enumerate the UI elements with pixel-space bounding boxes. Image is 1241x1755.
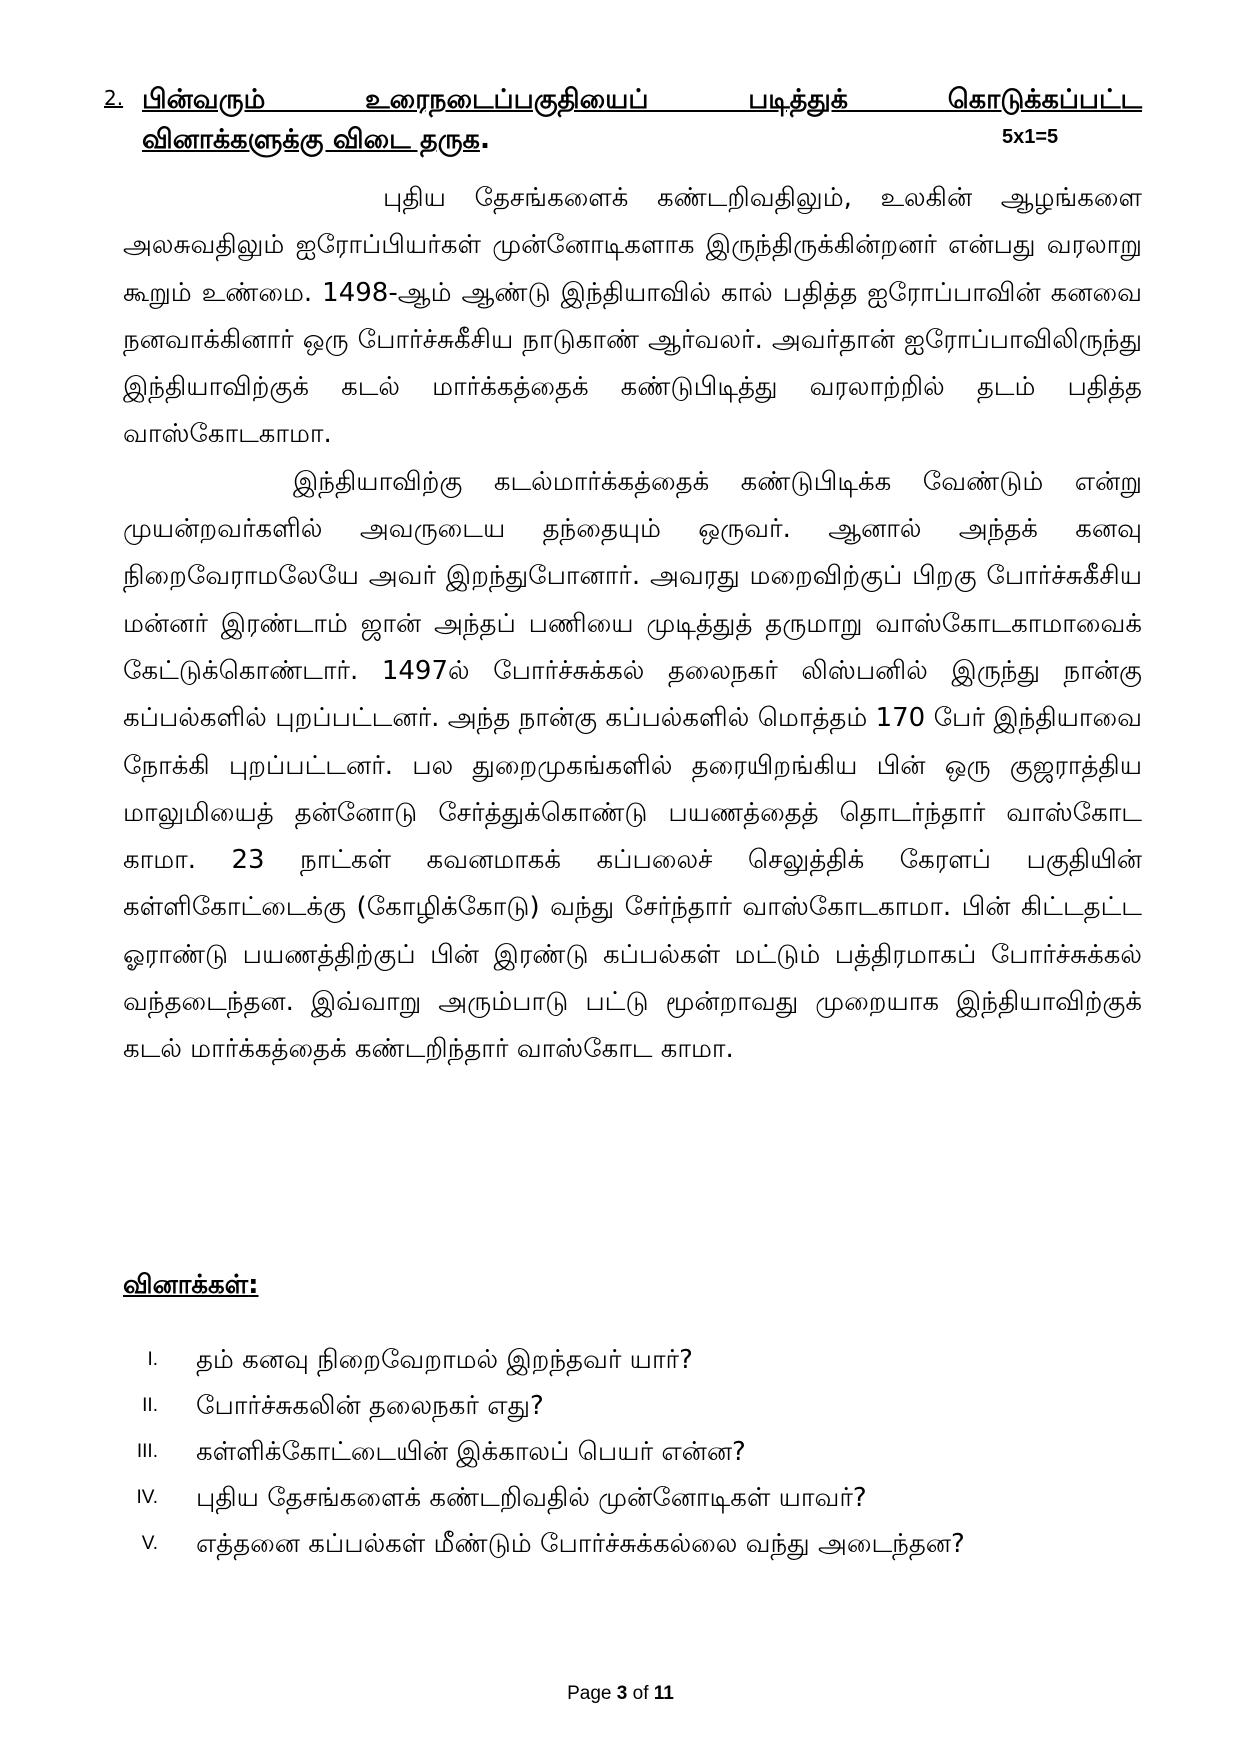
question-heading-period: . — [479, 124, 491, 155]
question-numeral: IV. — [136, 1487, 158, 1508]
question-text: தம் கனவு நிறைவேறாமல் இறந்தவர் யார்? — [196, 1345, 693, 1375]
question-heading — [142, 80, 1142, 160]
question-numeral: III. — [136, 1441, 158, 1462]
question-item — [0, 1432, 1241, 1478]
question-number: 2. — [104, 86, 124, 110]
passage-paragraph-1: புதிய தேசங்களைக் கண்டறிவதிலும், உலகின் ஆழங்களை அலசுவதிலும் ஐரோப்பியர்கள் முன்னோடிகளாக இருந்திருக்கின்றனர் என்பது வரலாறு கூறும் உண்மை. 1498-ஆம் ஆண்டு இந்தியாவில் கால் பதித்த ஐரோப்பாவின் கனவை நனவாக்கினார் ஒரு போர்ச்சுகீசிய நாடுகாண் ஆர்வலர். அவர்தான் ஐரோப்பாவிலிருந்து இந்தியாவிற்குக் கடல் மார்க்கத்தைக் கண்டுபிடித்து வரலாற்றில் தடம் பதித்த வாஸ்கோடகாமா. — [123, 183, 1142, 450]
question-numeral: II. — [142, 1395, 158, 1416]
question-text: எத்தனை கப்பல்கள் மீண்டும் போர்ச்சுக்கல்லை வந்து அடைந்தன? — [196, 1529, 965, 1559]
question-heading-line1: பின்வரும் உரைநடைப்பகுதியைப் படித்துக் கொடுக்கப்பட்ட — [142, 84, 1142, 115]
question-item — [0, 1386, 1241, 1432]
questions-list — [0, 1340, 1241, 1570]
question-heading-line2-wrapper — [142, 120, 1142, 160]
question-numeral: I. — [147, 1349, 158, 1370]
page-footer — [0, 1683, 1241, 1705]
questions-title-colon: : — [248, 1270, 259, 1300]
questions-section-title — [123, 1270, 259, 1303]
footer-page-current: 3 — [616, 1683, 628, 1704]
question-item — [0, 1524, 1241, 1570]
comprehension-passage — [123, 175, 1142, 1074]
question-text: புதிய தேசங்களைக் கண்டறிவதில் முன்னோடிகள் யாவர்? — [196, 1483, 867, 1513]
question-text: கள்ளிக்கோட்டையின் இக்காலப் பெயர் என்ன? — [196, 1437, 746, 1467]
footer-of-word: of — [632, 1683, 649, 1704]
footer-page-word: Page — [567, 1683, 612, 1704]
question-heading-line2: வினாக்களுக்கு விடை தருக — [142, 124, 480, 155]
question-numeral: V. — [141, 1533, 158, 1554]
passage-paragraph-2: இந்தியாவிற்கு கடல்மார்க்கத்தைக் கண்டுபிடிக்க வேண்டும் என்று முயன்றவர்களில் அவருடைய தந்தையும் ஒருவர். ஆனால் அந்தக் கனவு நிறைவேராமலேயே அவர் இறந்துபோனார். அவரது மறைவிற்குப் பிறகு போர்ச்சுகீசிய மன்னர் இரண்டாம் ஜான் அந்தப் பணியை முடித்துத் தருமாறு வாஸ்கோடகாமாவைக் கேட்டுக்கொண்டார். 1497ல் போர்ச்சுக்கல் தலைநகர் லிஸ்பனில் இருந்து நான்கு கப்பல்களில் புறப்பட்டனர். அந்த நான்கு கப்பல்களில் மொத்தம் 170 பேர் இந்தியாவை நோக்கி புறப்பட்டனர். பல துறைமுகங்களில் தரையிறங்கிய பின் ஒரு குஜராத்திய மாலுமியைத் தன்னோடு சேர்த்துக்கொண்டு பயணத்தைத் தொடர்ந்தார் வாஸ்கோட காமா. 23 நாட்கள் கவனமாகக் கப்பலைச் செலுத்திக் கேரளப் பகுதியின் கள்ளிகோட்டைக்கு (கோழிக்கோடு) வந்து சேர்ந்தார் வாஸ்கோடகாமா. பின் கிட்டதட்ட ஓராண்டு பயணத்திற்குப் பின் இரண்டு கப்பல்கள் மட்டும் பத்திரமாகப் போர்ச்சுக்கல் வந்தடைந்தன. இவ்வாறு அரும்பாடு பட்டு மூன்றாவது முறையாக இந்தியாவிற்குக் கடல் மார்க்கத்தைக் கண்டறிந்தார் வாஸ்கோட காமா. — [123, 466, 1142, 1065]
marks-allocation: 5x1=5 — [1002, 126, 1059, 148]
question-item — [0, 1340, 1241, 1386]
question-text: போர்ச்சுகலின் தலைநகர் எது? — [196, 1391, 544, 1421]
footer-page-total: 11 — [653, 1683, 674, 1704]
question-item — [0, 1478, 1241, 1524]
questions-title-text: வினாக்கள் — [123, 1270, 249, 1300]
